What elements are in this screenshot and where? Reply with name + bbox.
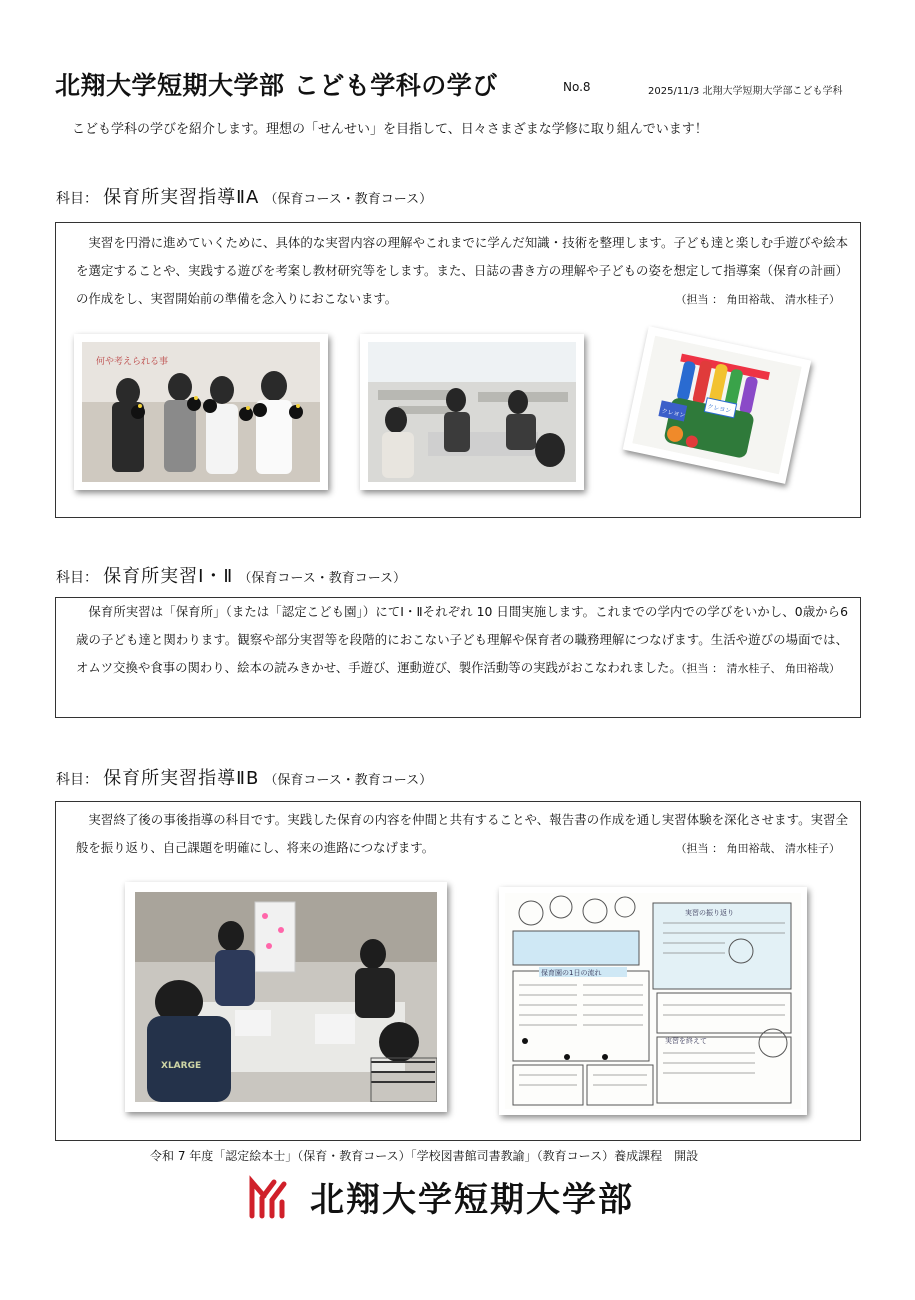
section-1-body: 実習を円滑に進めていくために、具体的な実習内容の理解やこれまでに学んだ知識・技術を整理します。子ども達と楽しむ手遊びや絵本を選定することや、実践する遊びを考案し教材研究等をします。また、日誌の書き方の理解や子どもの姿を想定して指導案（保育の計画）の作成をし、実習開始前の準備を念入りにおこないます。 <box>76 235 848 306</box>
puppet-label-2: クレヨン <box>706 403 732 415</box>
section-1-heading: 科目： 保育所実習指導ⅡA （保育コース・教育コース） <box>56 187 433 208</box>
poster-title-1: 実習の振り返り <box>685 909 734 917</box>
poster-title-3: 実習を終えて <box>665 1037 707 1045</box>
section-2-staff: （担当 ： 清水桂子、 角田裕哉） <box>675 662 840 675</box>
poster-title-2: 保育園の1日の流れ <box>541 969 602 977</box>
puppet-label-1: クレヨン <box>660 407 686 420</box>
section-3-staff: （担当 ： 角田裕哉、 清水桂子） <box>675 842 840 855</box>
school-logo-icon <box>246 1174 292 1220</box>
photo-classroom <box>360 334 584 490</box>
section-3-subject: 保育所実習指導ⅡB <box>103 768 260 789</box>
page-title: 北翔大学短期大学部 こども学科の学び <box>55 71 498 100</box>
intro-text: こども学科の学びを紹介します。理想の「せんせい」を目指して、日々さまざまな学修に取り組んでいます！ <box>72 122 708 137</box>
section-1-staff: （担当 ： 角田裕哉、 清水桂子） <box>675 293 840 306</box>
footer-note: 令和 7 年度「認定絵本士」（保育・教育コース）「学校図書館司書教諭」（教育コース）養成課程 開設 <box>150 1149 699 1163</box>
photo-report-poster <box>499 887 807 1115</box>
section-2-subject: 保育所実習Ⅰ・Ⅱ <box>103 566 234 587</box>
photo-students-gloves <box>74 334 328 490</box>
school-logo-text: 北翔大学短期大学部 <box>310 1180 634 1220</box>
photo-group-discussion <box>125 882 447 1112</box>
section-3-heading: 科目： 保育所実習指導ⅡB （保育コース・教育コース） <box>56 768 433 789</box>
section-2-body: 保育所実習は「保育所」（または「認定こども園」）にてⅠ・Ⅱそれぞれ 10 日間実施します。これまでの学内での学びをいかし、0歳から6歳の子ども達と関わります。観察や部分実習等を段階的におこない子ども理解や保育者の職務理解につなげます。生活や遊びの場面では、オムツ交換や食事の関わり、絵本の読みきかせ、手遊び、運動遊び、製作活動等の実践がおこなわれました。 <box>76 604 848 675</box>
section-3-body: 実習終了後の事後指導の科目です。実践した保育の内容を仲間と共有することや、報告書の作成を通し実習体験を深化させます。実習全般を振り返り、自己課題を明確にし、将来の進路につなげます。 <box>76 812 848 855</box>
section-2-heading: 科目： 保育所実習Ⅰ・Ⅱ （保育コース・教育コース） <box>56 566 407 587</box>
hoodie-text: XLARGE <box>161 1061 202 1071</box>
issue-number: No.8 <box>563 80 591 94</box>
banner-text: 何や考えられる事 <box>96 357 169 367</box>
section-2-box <box>55 597 861 718</box>
school-logo <box>246 1172 634 1221</box>
section-1-subject: 保育所実習指導ⅡA <box>103 187 260 208</box>
dateline: 2025/11/3 北翔大学短期大学部こども学科 <box>648 86 843 97</box>
